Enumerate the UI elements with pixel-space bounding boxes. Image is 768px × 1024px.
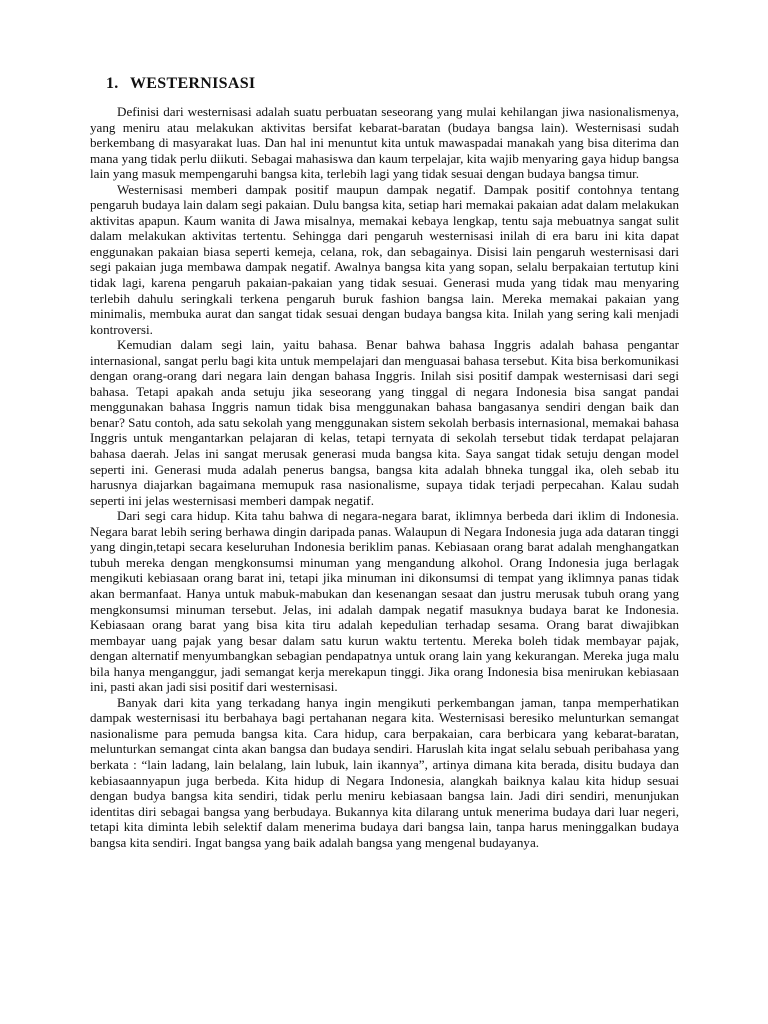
paragraph-language: Kemudian dalam segi lain, yaitu bahasa. Benar bahwa bahasa Inggris adalah bahasa pengantar internasional, sangat perlu bagi kita untuk mempelajari dan menguasai bahasa tersebut. Kita bisa berkomunikasi dengan orang-orang dari negara lain dengan bahasa Inggris. Inilah sisi positif dampak westernisasi dari segi bahasa. Tetapi apakah anda setuju jika seseorang yang tinggal di negara Indonesia bisa sangat pandai menggunakan bahasa Inggris namun tidak bisa menggunakan bahasa bangasanya sendiri dengan baik dan benar? Satu contoh, ada satu sekolah yang menggunakan sistem sekolah berbasis internasional, memakai bahasa Inggris untuk mengantarkan pelajaran di kelas, tetapi ternyata di sekolah tersebut tidak terdapat pelajaran bahasa daerah. Jelas ini sangat merusak generasi muda bangsa kita. Saya sangat tidak setuju dengan model seperti ini. Generasi muda adalah penerus bangsa, bangsa kita adalah bhneka tunggal ika, oleh sebab itu harusnya diajarkan bagaimana memupuk rasa nasionalisme, supaya tidak terjadi perpecahan. Kalau sudah seperti ini jelas westernisasi memberi dampak negatif. — [90, 337, 679, 508]
section-number: 1. — [106, 75, 119, 92]
document-body — [90, 74, 679, 850]
paragraph-clothing: Westernisasi memberi dampak positif maupun dampak negatif. Dampak positif contohnya tentang pengaruh budaya lain dalam segi pakaian. Dulu bangsa kita, setiap hari memakai pakaian adat dalam melakukan aktivitas apapun. Kaum wanita di Jawa misalnya, memakai kebaya lengkap, tentu saja mebuatnya sangat sulit dalam melakukan aktivitas tertentu. Sehingga dari pengaruh westernisasi inilah di era baru ini kita dapat enggunakan pakaian biasa seperti kemeja, celana, rok, dan sebagainya. Disisi lain pengaruh westernisasi dari segi pakaian juga membawa dampak negatif. Awalnya bangsa kita yang sopan, selalu berpakaian tertutup kini tidak lagi, karena pengaruh pakaian-pakaian yang tidak sesuai. Generasi muda yang tidak mau menyaring terlebih dahulu seringkali terkena pengaruh buruk fashion bangsa lain. Mereka memakai pakaian yang minimalis, membuka aurat dan sangat tidak sesuai dengan budaya bangsa kita. Inilah yang sering kali menjadi kontroversi. — [90, 181, 679, 337]
paragraph-definition: Definisi dari westernisasi adalah suatu perbuatan seseorang yang mulai kehilangan jiwa nasionalismenya, yang meniru atau melakukan aktivitas bersifat kebarat-baratan (budaya bangsa lain). Westernisasi sudah berkembang di masyarakat luas. Dan hal ini menuntut kita untuk mawaspadai manakah yang bisa diterima dan mana yang tidak perlu diikuti. Sebagai mahasiswa dan kaum terpelajar, kita wajib menyaring gaya hidup bangsa lain yang masuk mempengaruhi bangsa kita, terlebih lagi yang tidak sesuai dengan budaya bangsa timur. — [90, 104, 679, 182]
paragraph-lifestyle: Dari segi cara hidup. Kita tahu bahwa di negara-negara barat, iklimnya berbeda dari iklim di Indonesia. Negara barat lebih sering berhawa dingin daripada panas. Walaupun di Negara Indonesia juga ada dataran tinggi yang dingin,tetapi secara keseluruhan Indonesia beriklim panas. Kebiasaan orang barat adalah menghangatkan tubuh mereka dengan mengkonsumsi minuman yang mengandung alkohol. Orang Indonesia juga berlagak mengikuti kebiasaan orang barat ini, tetapi jika minuman ini dikonsumsi di tempat yang iklimnya panas tidak akan bermanfaat. Hanya untuk mabuk-mabukan dan kesenangan sesaat dan justru merusak tubuh orang yang mengkonsumsi minuman tersebut. Jelas, ini adalah dampak negatif masuknya budaya barat ke Indonesia. Kebiasaan orang barat yang bisa kita tiru adalah kepedulian terhadap sesama. Orang barat diwajibkan membayar uang pajak yang besar dalam satu kurun waktu tertentu. Mereka boleh tidak membayar pajak, dengan alternatif menyumbangkan sebagian pendapatnya untuk orang lain yang kekurangan. Mereka juga malu bila hanya menganggur, jadi semangat kerja merekapun tinggi. Jika orang Indonesia bisa menirukan kebiasaan ini, pasti akan jadi sisi positif dari westernisasi. — [90, 508, 679, 695]
paragraph-conclusion: Banyak dari kita yang terkadang hanya ingin mengikuti perkembangan jaman, tanpa memperhatikan dampak westernisasi itu berbahaya bagi pertahanan negara kita. Westernisasi beresiko melunturkan semangat nasionalisme para pemuda bangsa kita. Cara hidup, cara berpakaian, cara berbicara yang kebarat-baratan, melunturkan semangat cinta akan bangsa dan budaya sendiri. Haruslah kita ingat selalu sebuah peribahasa yang berkata : “lain ladang, lain belalang, lain lubuk, lain ikannya”, artinya dimana kita berada, disitu budaya dan kebiasaannyapun juga berbeda. Kita hidup di Negara Indonesia, alangkah baiknya kalau kita hidup sesuai dengan budya bangsa kita sendiri, tidak perlu meniru kebiasaan bangsa lain. Jadi diri sendiri, menunjukan identitas diri sebagai bangsa yang berbudaya. Bukannya kita dilarang untuk menerima budaya dari luar negeri, tetapi kita diminta lebih selektif dalam menerima budaya dari bangsa lain, tanpa harus meninggalkan budaya bangsa kita sendiri. Ingat bangsa yang baik adalah bangsa yang mengenal budayanya. — [90, 694, 679, 850]
section-title: WESTERNISASI — [130, 75, 256, 92]
section-heading — [106, 74, 679, 94]
